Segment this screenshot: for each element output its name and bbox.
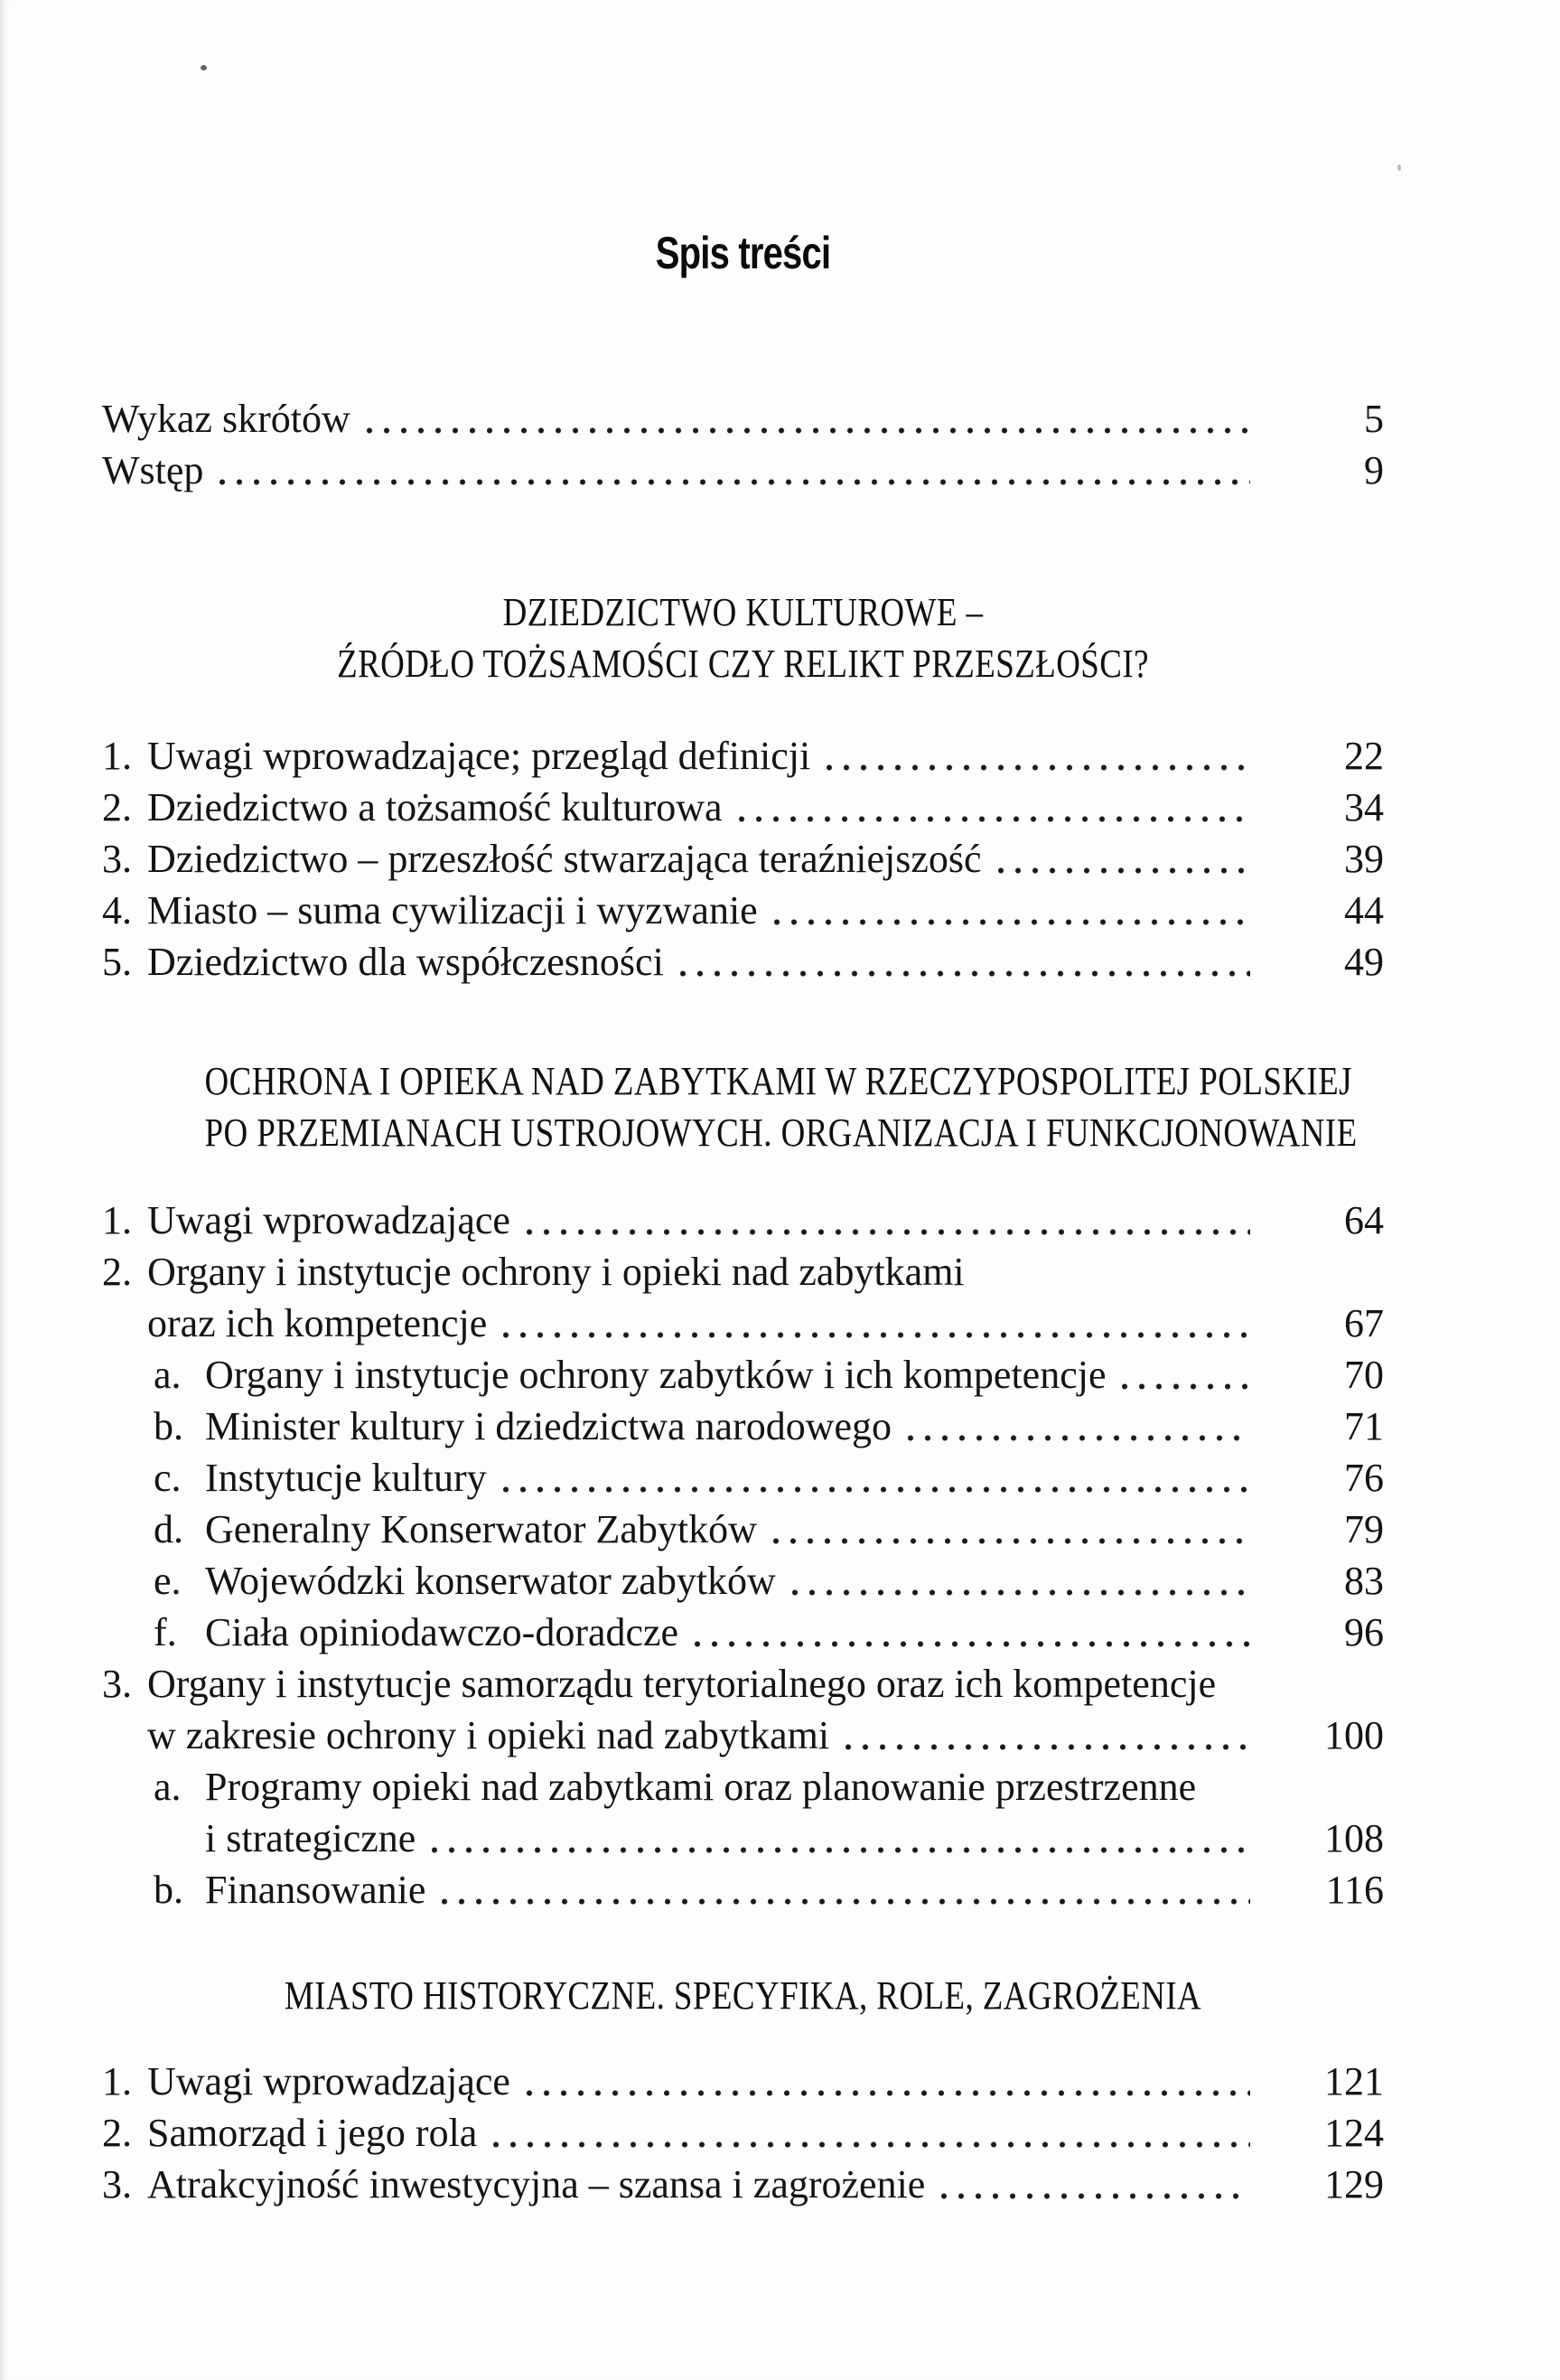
section-entry-list — [102, 730, 1384, 988]
toc-entry-line — [102, 885, 1384, 936]
entry-label: Programy opieki nad zabytkami oraz planowanie przestrzenne — [205, 1765, 1197, 1809]
entry-page-number: 76 — [1344, 1456, 1384, 1500]
entry-label: Wykaz skrótów — [102, 397, 350, 441]
entry-label: Dziedzictwo – przeszłość stwarzająca teraźniejszość — [147, 837, 982, 881]
entry-page-number: 121 — [1324, 2059, 1384, 2104]
toc-entry-line — [102, 1761, 1384, 1813]
dot-leader — [773, 1536, 1250, 1546]
entry-marker: 1. — [102, 2059, 132, 2104]
entry-page-number: 71 — [1344, 1404, 1384, 1448]
entry-page-number: 64 — [1344, 1198, 1384, 1242]
toc-entry-line — [102, 2159, 1384, 2210]
entry-page-number: 70 — [1344, 1353, 1384, 1397]
dot-leader — [527, 1227, 1250, 1237]
entry-marker: 1. — [102, 1198, 132, 1242]
toc-entry-line — [102, 2107, 1384, 2159]
entry-label: oraz ich kompetencje — [147, 1301, 488, 1345]
section-heading-line: MIASTO HISTORYCZNE. SPECYFIKA, ROLE, ZAGROŻENIA — [284, 1973, 1202, 2018]
entry-label: Uwagi wprowadzające; przegląd definicji — [147, 734, 811, 778]
section-heading-line: OCHRONA I OPIEKA NAD ZABYTKAMI W RZECZYPOSPOLITEJ POLSKIEJ — [204, 1059, 1352, 1103]
section-entry-list — [102, 1195, 1384, 1916]
toc-entry-line — [102, 1813, 1384, 1864]
section-heading-line: ŹRÓDŁO TOŻSAMOŚCI CZY RELIKT PRZESZŁOŚCI? — [337, 642, 1149, 686]
entry-label: Instytucje kultury — [205, 1456, 487, 1500]
section-heading — [205, 586, 1282, 689]
entry-label: w zakresie ochrony i opieki nad zabytkami — [147, 1713, 830, 1757]
toc-entry-line — [102, 782, 1384, 833]
entry-label: Wstęp — [102, 448, 204, 492]
toc-entry-line — [102, 1195, 1384, 1246]
page-title: Spis treści — [655, 228, 831, 278]
toc-entry-line — [102, 1504, 1384, 1555]
toc-entry-line — [102, 445, 1384, 496]
section-entry-list — [102, 2056, 1384, 2210]
entry-label: Minister kultury i dziedzictwa narodowego — [205, 1404, 892, 1448]
toc-entry-line — [102, 1452, 1384, 1504]
toc-entry-line — [102, 1864, 1384, 1916]
section-heading — [205, 1970, 1282, 2021]
dot-leader — [503, 1485, 1250, 1495]
entry-label: Ciała opiniodawczo-doradcze — [205, 1610, 679, 1654]
dot-leader — [503, 1330, 1250, 1340]
toc-entry-line — [102, 730, 1384, 782]
entry-marker: 2. — [102, 2111, 132, 2155]
entry-label: Samorząd i jego rola — [147, 2111, 478, 2155]
entry-marker: 3. — [102, 1662, 132, 1706]
toc-entry-line — [102, 1401, 1384, 1452]
dot-leader — [493, 2140, 1250, 2150]
entry-page-number: 129 — [1324, 2162, 1384, 2207]
entry-marker: 2. — [102, 1250, 132, 1294]
entry-label: i strategiczne — [205, 1816, 416, 1860]
dot-leader — [774, 917, 1250, 927]
toc-entry-line — [102, 936, 1384, 988]
entry-page-number: 124 — [1324, 2111, 1384, 2155]
entry-marker: a. — [154, 1353, 182, 1397]
entry-marker: b. — [154, 1868, 183, 1912]
entry-page-number: 100 — [1324, 1713, 1384, 1757]
entry-page-number: 67 — [1344, 1301, 1384, 1345]
section-heading-line: DZIEDZICTWO KULTUROWE – — [502, 590, 984, 634]
toc-entry-line — [102, 1555, 1384, 1607]
toc-entry-line — [102, 2056, 1384, 2107]
entry-label: Uwagi wprowadzające — [147, 2059, 510, 2104]
scan-speck — [1397, 164, 1401, 171]
entry-page-number: 108 — [1324, 1816, 1384, 1860]
entry-page-number: 39 — [1344, 837, 1384, 881]
dot-leader — [827, 763, 1250, 773]
entry-page-number: 34 — [1344, 785, 1384, 829]
dot-leader — [908, 1433, 1250, 1443]
entry-page-number: 79 — [1344, 1507, 1384, 1551]
entry-label: Dziedzictwo a tożsamość kulturowa — [147, 785, 723, 829]
toc-entry-line — [102, 1246, 1384, 1298]
entry-marker: f. — [154, 1610, 177, 1654]
entry-label: Finansowanie — [205, 1868, 426, 1912]
entry-page-number: 83 — [1344, 1559, 1384, 1603]
dot-leader — [695, 1639, 1250, 1649]
dot-leader — [739, 814, 1250, 824]
toc-entry-line — [102, 1658, 1384, 1710]
entry-marker: 4. — [102, 888, 132, 932]
dot-leader — [792, 1588, 1250, 1598]
entry-page-number: 49 — [1344, 940, 1384, 984]
entry-marker: a. — [154, 1765, 182, 1809]
entry-marker: d. — [154, 1507, 183, 1551]
toc-entry-line — [102, 1607, 1384, 1658]
dot-leader — [941, 2191, 1250, 2201]
entry-page-number: 96 — [1344, 1610, 1384, 1654]
entry-page-number: 44 — [1344, 888, 1384, 932]
dot-leader — [845, 1742, 1250, 1752]
entry-label: Miasto – suma cywilizacji i wyzwanie — [147, 888, 758, 932]
dot-leader — [527, 2088, 1250, 2098]
entry-page-number: 116 — [1325, 1868, 1384, 1912]
entry-marker: c. — [154, 1456, 182, 1500]
entry-marker: 2. — [102, 785, 132, 829]
entry-marker: e. — [154, 1559, 182, 1603]
front-matter-list — [102, 393, 1384, 496]
entry-label: Organy i instytucje ochrony zabytków i ich kompetencje — [205, 1353, 1107, 1397]
entry-label: Dziedzictwo dla współczesności — [147, 940, 664, 984]
dot-leader — [442, 1897, 1250, 1907]
dot-leader — [998, 866, 1250, 876]
entry-label: Atrakcyjność inwestycyjna – szansa i zagrożenie — [147, 2162, 926, 2207]
toc-entry-line — [102, 833, 1384, 885]
toc-entry-line — [102, 1349, 1384, 1401]
dot-leader — [680, 969, 1250, 979]
entry-page-number: 9 — [1364, 448, 1384, 492]
entry-label: Organy i instytucje ochrony i opieki nad zabytkami — [147, 1250, 965, 1294]
entry-label: Generalny Konserwator Zabytków — [205, 1507, 757, 1551]
entry-marker: 1. — [102, 734, 132, 778]
section-heading-line: PO PRZEMIANACH USTROJOWYCH. ORGANIZACJA I FUNKCJONOWANIE — [204, 1110, 1358, 1155]
toc-sections — [102, 586, 1384, 2210]
scan-speck — [201, 65, 207, 70]
toc-entry-line — [102, 1298, 1384, 1349]
dot-leader — [220, 477, 1250, 487]
dot-leader — [1122, 1382, 1250, 1391]
entry-marker: b. — [154, 1404, 183, 1448]
entry-label: Organy i instytucje samorządu terytorialnego oraz ich kompetencje — [147, 1662, 1217, 1706]
toc-entry-line — [102, 1710, 1384, 1761]
entry-page-number: 22 — [1344, 734, 1384, 778]
section-heading — [204, 1055, 1358, 1158]
entry-label: Wojewódzki konserwator zabytków — [205, 1559, 776, 1603]
entry-marker: 3. — [102, 837, 132, 881]
entry-label: Uwagi wprowadzające — [147, 1198, 510, 1242]
dot-leader — [432, 1845, 1250, 1855]
entry-marker: 3. — [102, 2162, 132, 2207]
toc-entry-line — [102, 393, 1384, 445]
dot-leader — [367, 426, 1250, 436]
entry-page-number: 5 — [1364, 397, 1384, 441]
entry-marker: 5. — [102, 940, 132, 984]
